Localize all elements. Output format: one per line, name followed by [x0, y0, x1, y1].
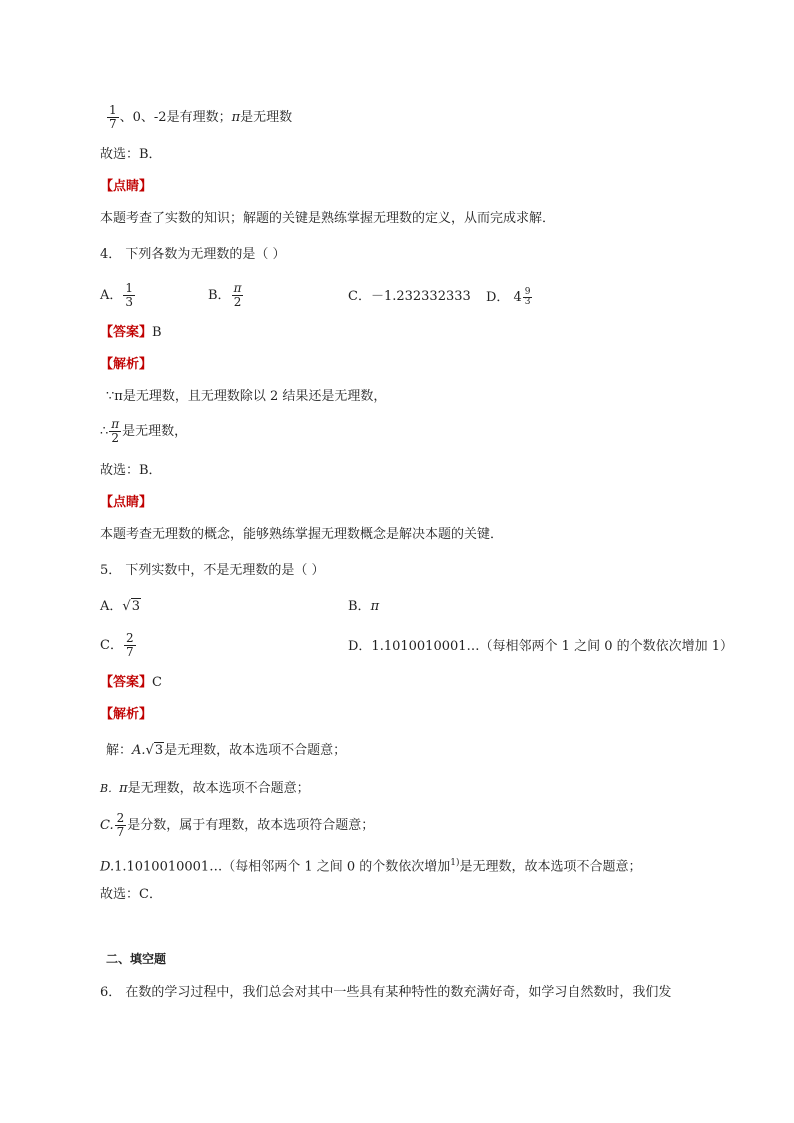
prev-choice: 故选：B． — [100, 147, 162, 162]
q5-jiexi-line1: 解：A.√3是无理数，故本选项不合题意； — [106, 743, 347, 758]
q5-option-a: A．√3 — [100, 599, 140, 614]
q5-jiexi-line4: D.1.1010010001…（每相邻两个 1 之间 0 的个数依次增加$^{1)}$是无理数，故本选项不合题意； — [100, 858, 642, 875]
q5-jiexi-label: 【解析】 — [100, 707, 153, 722]
q4-option-c: C．－1.232332333 — [348, 289, 471, 304]
q5-option-c: C． $\frac{2}{7}$ — [100, 631, 134, 659]
q5-option-b: B．π — [348, 599, 380, 614]
q5-jiexi-line3: C. $\frac{2}{7}$ 是分数，属于有理数，故本选项符合题意； — [100, 811, 375, 839]
prev-dianjing-text: 本题考查了实数的知识；解题的关键是熟练掌握无理数的定义，从而完成求解． — [100, 211, 556, 226]
q4-option-b: B． $\frac{\pi}{2}$ — [208, 281, 242, 309]
q5-choice: 故选：C． — [100, 887, 162, 902]
q6-stem: 6． 在数的学习过程中，我们总会对其中一些具有某种特性的数充满好奇，如学习自然数时，我们发 — [100, 985, 672, 1000]
prev-line1: $\frac{1}{7}$ 、0、-2是有理数；π是无理数 — [109, 103, 293, 131]
q5-option-d: D．1.1010010001…（每相邻两个 1 之间 0 的个数依次增加 1） — [348, 639, 734, 654]
section-title: 二、填空题 — [106, 952, 167, 966]
prev-dianjing-label: 【点睛】 — [100, 179, 153, 194]
q4-option-a: A． $\frac{1}{3}$ — [100, 281, 134, 309]
sqrt-symbol: √3 — [122, 599, 140, 614]
q5-stem: 5． 下列实数中，不是无理数的是（ ） — [100, 563, 325, 578]
q4-dianjing-text: 本题考查无理数的概念，能够熟练掌握无理数概念是解决本题的关键． — [100, 527, 504, 542]
q5-jiexi-line2: B．π是无理数，故本选项不合题意； — [100, 781, 310, 796]
q4-d-fraction: $\frac{9}{3}$ — [524, 287, 531, 307]
q4-answer: 【答案】B — [100, 325, 162, 340]
q4-jiexi-label: 【解析】 — [100, 357, 153, 372]
fraction-one-seventh: $\frac{1}{7}$ — [109, 103, 117, 131]
q4-choice: 故选：B． — [100, 463, 162, 478]
q4-option-d: D． 4 $\frac{9}{3}$ — [486, 287, 531, 307]
q4-jiexi-line1: ∵π是无理数，且无理数除以 2 结果还是无理数， — [106, 389, 387, 404]
q4-stem: 4． 下列各数为无理数的是（ ） — [100, 247, 286, 262]
q4-dianjing-label: 【点睛】 — [100, 495, 153, 510]
q5-answer: 【答案】C — [100, 675, 162, 690]
q4-jiexi-line2: ∴ $\frac{\pi}{2}$ 是无理数， — [100, 417, 188, 445]
